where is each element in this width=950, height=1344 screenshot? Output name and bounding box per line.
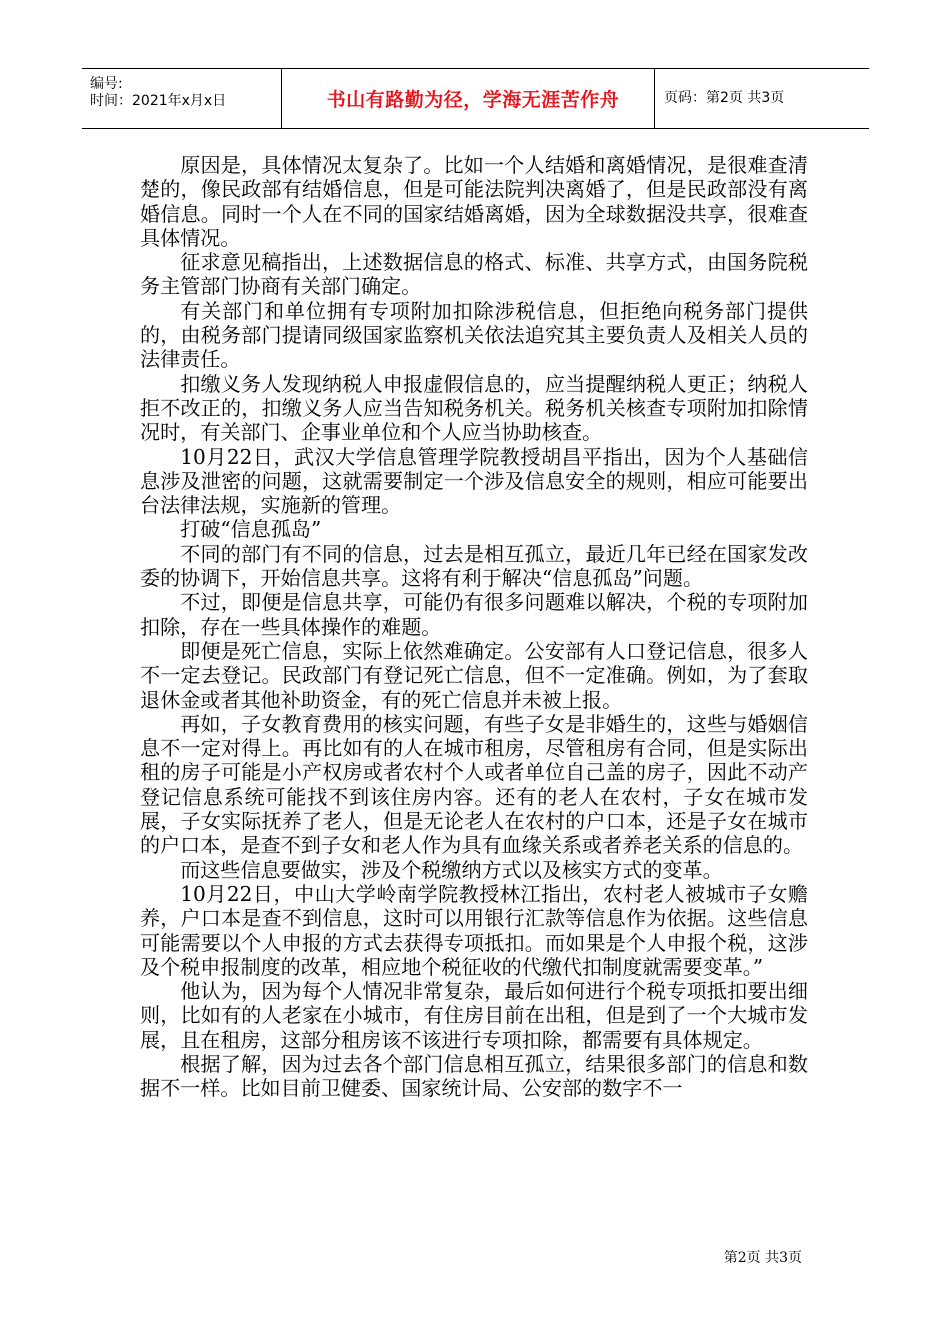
paragraph: 有关部门和单位拥有专项附加扣除涉税信息，但拒绝向税务部门提供的，由税务部门提请同级国家监察机关依法追究其主要负责人及相关人员的法律责任。 bbox=[140, 298, 808, 372]
paragraph: 他认为，因为每个人情况非常复杂，最后如何进行个税专项抵扣要出细则，比如有的人老家在小城市，有住房目前在出租，但是到了一个大城市发展，且在租房，这部分租房该不该进行专项扣除，都需要有具体规定。 bbox=[140, 979, 808, 1052]
header-page-cell bbox=[655, 67, 869, 126]
paragraph: 征求意见稿指出，上述数据信息的格式、标准、共享方式，由国务院税务主管部门协商有关部门确定。 bbox=[140, 250, 808, 299]
paragraph: 根据了解，因为过去各个部门信息相互孤立，结果很多部门的信息和数据不一样。比如目前卫健委、国家统计局、公安部的数字不一 bbox=[140, 1051, 808, 1101]
document-body bbox=[140, 153, 808, 1101]
footer-page-number: 第2页 共3页 bbox=[723, 1250, 802, 1266]
section-heading: 打破“信息孤岛” bbox=[180, 517, 322, 542]
paragraph: 10月22日，中山大学岭南学院教授林江指出，农村老人被城市子女赡养，户口本是查不到信息，这时可以用银行汇款等信息作为依据。这些信息可能需要以个人申报的方式去获得专项抵扣。而如果是个人申报个税，这涉及个税申报制度的改革，相应地个税征收的代缴代扣制度就需要变革。” bbox=[140, 881, 808, 979]
paragraph: 再如，子女教育费用的核实问题，有些子女是非婚生的，这些与婚姻信息不一定对得上。再比如有的人在城市租房，尽管租房有合同，但是实际出租的房子可能是小产权房或者农村个人或者单位自己盖的房子，因此不动产登记信息系统可能找不到该住房内容。还有的老人在农村，子女在城市发展，子女实际抚养了老人，但是无论老人在农村的户口本，还是子女在城市的户口本，是查不到子女和老人作为具有血缘关系或者养老关系的信息的。 bbox=[140, 711, 808, 858]
header-page-number: 页码：第2页 共3页 bbox=[664, 89, 785, 106]
paragraph: 不同的部门有不同的信息，过去是相互孤立，最近几年已经在国家发改委的协调下，开始信息共享。这将有利于解决“信息孤岛”问题。 bbox=[140, 541, 808, 591]
header-meta-cell bbox=[82, 69, 282, 128]
paragraph: 原因是，具体情况太复杂了。比如一个人结婚和离婚情况，是很难查清楚的，像民政部有结婚信息，但是可能法院判决离婚了，但是民政部没有离婚信息。同时一个人在不同的国家结婚离婚，因为全球数据没共享，很难查具体情况。 bbox=[140, 153, 808, 250]
header-motto-cell bbox=[282, 69, 655, 128]
paragraph: 扣缴义务人发现纳税人申报虚假信息的，应当提醒纳税人更正；纳税人拒不改正的，扣缴义务人应当告知税务机关。税务机关核查专项附加扣除情况时，有关部门、企事业单位和个人应当协助核查。 bbox=[140, 371, 808, 445]
paragraph: 不过，即便是信息共享，可能仍有很多问题难以解决，个税的专项附加扣除，存在一些具体操作的难题。 bbox=[140, 590, 808, 639]
paragraph: 即便是死亡信息，实际上依然难确定。公安部有人口登记信息，很多人不一定去登记。民政部门有登记死亡信息，但不一定准确。例如，为了套取退休金或者其他补助资金，有的死亡信息并未被上报。 bbox=[140, 638, 808, 712]
page-footer bbox=[724, 1247, 802, 1267]
page-header bbox=[82, 68, 869, 129]
header-motto: 书山有路勤为径，学海无涯苦作舟 bbox=[326, 89, 620, 111]
document-number-label: 编号: bbox=[90, 76, 123, 92]
paragraph: 而这些信息要做实，涉及个税缴纳方式以及核实方式的变革。 bbox=[180, 857, 723, 882]
paragraph: 10月22日，武汉大学信息管理学院教授胡昌平指出，因为个人基础信息涉及泄密的问题，这就需要制定一个涉及信息安全的规则，相应可能要出台法律法规，实施新的管理。 bbox=[140, 444, 808, 518]
document-time-label: 时间：2021年x月x日 bbox=[90, 93, 227, 109]
